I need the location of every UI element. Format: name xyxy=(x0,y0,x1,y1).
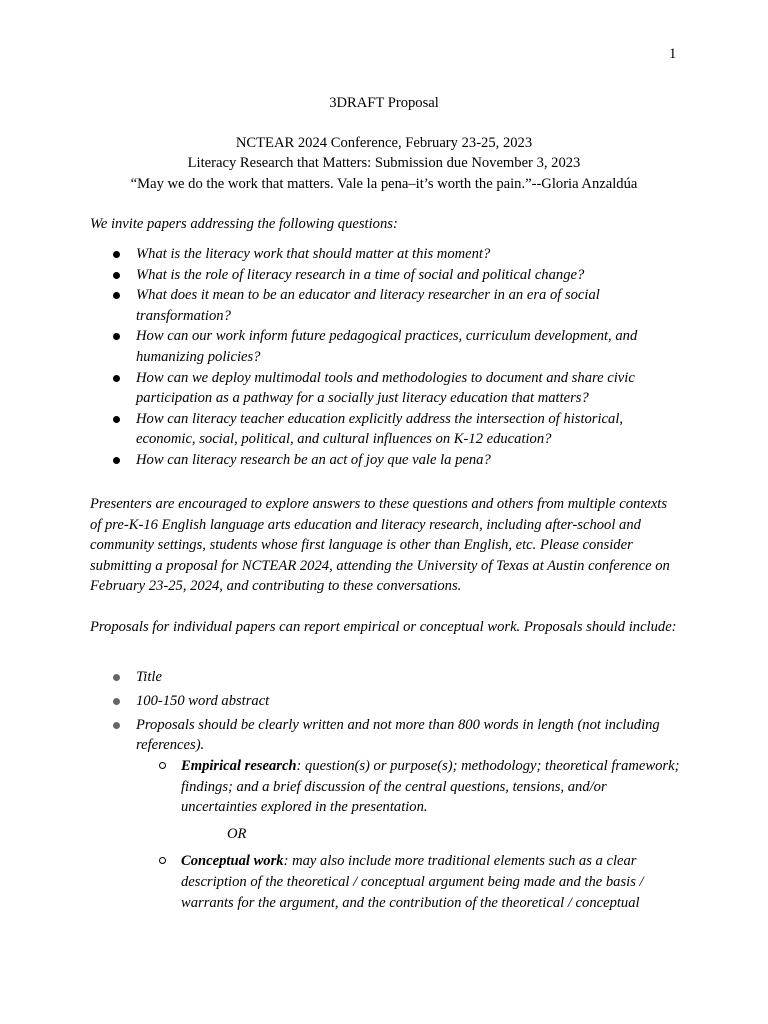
list-item: How can our work inform future pedagogical practices, curriculum development, and humanizing policies? xyxy=(90,326,680,367)
sub-item-conceptual: Conceptual work: may also include more traditional elements such as a clear description of the theoretical / conceptual argument being made and the basis / warrants for the argument, and the contribution of the theoretical / conceptual xyxy=(136,851,680,913)
bullet-icon xyxy=(113,292,120,299)
conference-header xyxy=(0,133,768,194)
list-item: 100-150 word abstract xyxy=(90,691,680,712)
bullet-icon xyxy=(113,416,120,423)
or-text: OR xyxy=(227,825,247,842)
bullet-icon xyxy=(113,251,120,258)
sub-item-empirical: Empirical research: question(s) or purpose(s); methodology; theoretical framework; findings; and a brief discussion of the central questions, tensions, and/or uncertainties explored in the presentation. xyxy=(136,756,680,818)
list-item: How can we deploy multimodal tools and methodologies to document and share civic participation as a pathway for a socially just literacy education that matters? xyxy=(90,368,680,409)
list-item: Title xyxy=(90,667,680,688)
circle-bullet-icon xyxy=(159,857,166,864)
sub-list xyxy=(136,756,680,818)
conceptual-label: Conceptual work xyxy=(181,853,284,870)
list-item: What does it mean to be an educator and literacy researcher in an era of social transformation? xyxy=(90,285,680,326)
bullet-icon xyxy=(113,333,120,340)
bullet-icon xyxy=(113,457,120,464)
requirements-list xyxy=(90,667,680,916)
page-number: 1 xyxy=(669,46,677,62)
quote-line: “May we do the work that matters. Vale la pena–it’s worth the pain.”--Gloria Anzaldúa xyxy=(130,175,638,192)
empirical-label: Empirical research xyxy=(181,757,297,774)
bullet-icon xyxy=(113,698,120,705)
draft-title: 3DRAFT Proposal xyxy=(329,95,439,111)
list-item: How can literacy teacher education explicitly address the intersection of historical, economic, social, political, and cultural influences on K-12 education? xyxy=(90,409,680,450)
questions-list xyxy=(90,244,680,471)
list-item: What is the role of literacy research in a time of social and political change? xyxy=(90,265,680,286)
conference-line: NCTEAR 2024 Conference, February 23-25, 2023 xyxy=(235,135,533,151)
list-item: How can literacy research be an act of joy que vale la pena? xyxy=(90,450,680,471)
circle-bullet-icon xyxy=(159,762,166,769)
proposals-paragraph: Proposals for individual papers can report empirical or conceptual work. Proposals should include: xyxy=(90,619,677,635)
intro-text: We invite papers addressing the following questions: xyxy=(90,216,398,232)
list-item: Proposals should be clearly written and not more than 800 words in length (not including references). Empirical research: question(s) or purpose(s); methodology; theoretical framework; findings; and a brief discussion of the central questions, tensions, and/or uncertainties explored in the presentation. OR Conceptual work: may also include more traditional elements such as a clear description of the theoretical / conceptual argument being made and the basis / warrants for the argument, and the contribution of the theoretical / conceptual xyxy=(90,715,680,913)
presenters-paragraph: Presenters are encouraged to explore answers to these questions and others from multiple contexts of pre-K-16 English language arts education and literacy research, including after-school and community settings, students whose first language is other than English, etc. Please consider submitting a proposal for NCTEAR 2024, attending the University of Texas at Austin conference on February 23-25, 2024, and contributing to these conversations. xyxy=(90,496,670,595)
bullet-icon xyxy=(113,722,120,729)
bullet-icon xyxy=(113,272,120,279)
bullet-icon xyxy=(113,375,120,382)
sub-list xyxy=(136,851,680,913)
list-item: What is the literacy work that should matter at this moment? xyxy=(90,244,680,265)
theme-line: Literacy Research that Matters: Submission due November 3, 2023 xyxy=(187,155,581,172)
bullet-icon xyxy=(113,674,120,681)
